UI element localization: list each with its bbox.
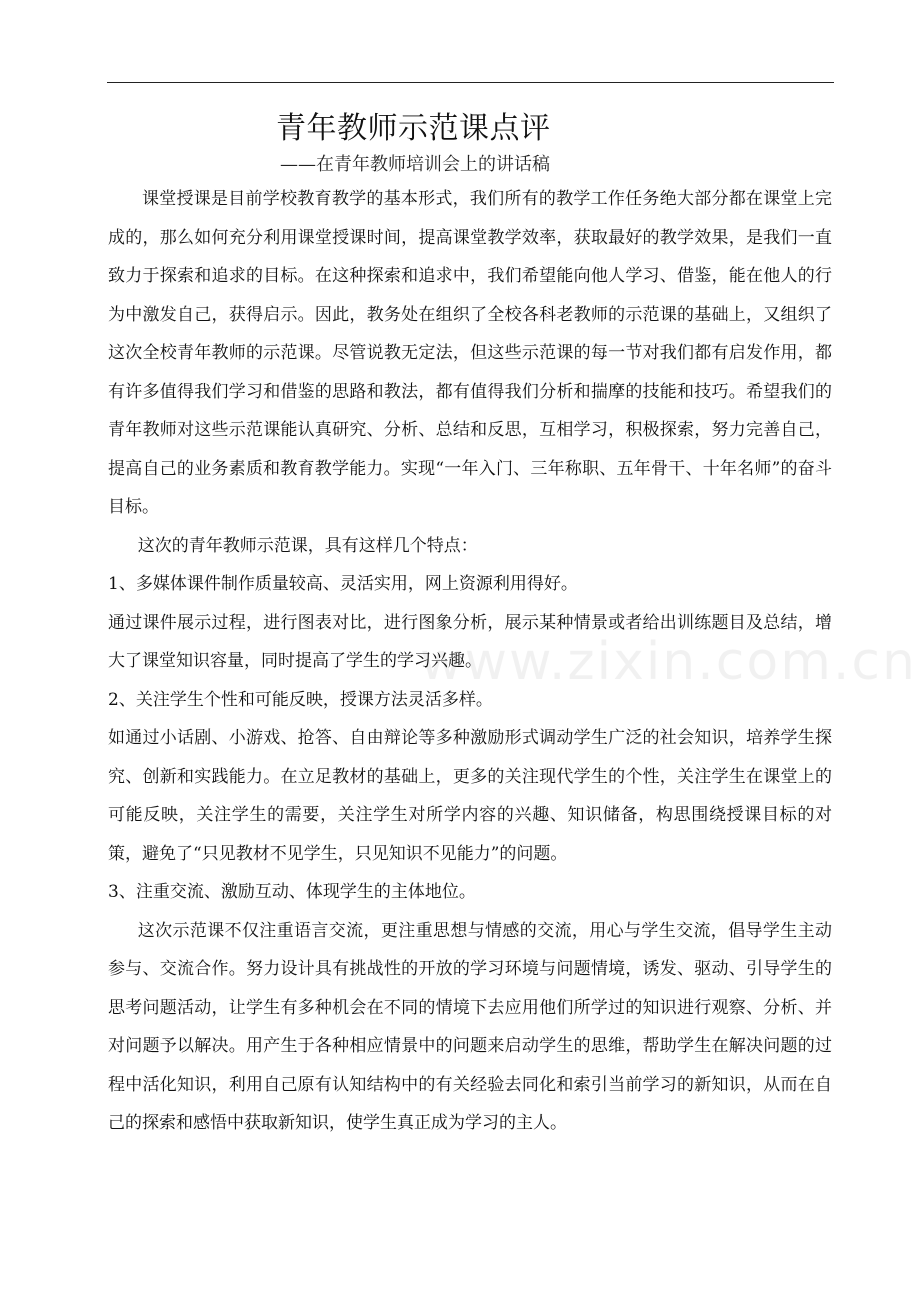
- document-body: [108, 108, 832, 1143]
- intro-paragraph: 课堂授课是目前学校教育教学的基本形式，我们所有的教学工作任务绝大部分都在课堂上完成的，那么如何充分利用课堂授课时间，提高课堂教学效率，获取最好的教学效果，是我们一直致力于探索和追求的目标。在这种探索和追求中，我们希望能向他人学习、借鉴，能在他人的行为中激发自己，获得启示。因此，教务处在组织了全校各科老教师的示范课的基础上，又组织了这次全校青年教师的示范课。尽管说教无定法，但这些示范课的每一节对我们都有启发作用，都有许多值得我们学习和借鉴的思路和教法，都有值得我们分析和揣摩的技能和技巧。希望我们的青年教师对这些示范课能认真研究、分析、总结和反思，互相学习，积极探索，努力完善自己，提高自己的业务素质和教育教学能力。实现“一年入门、三年称职、五年骨干、十年名师”的奋斗目标。: [108, 189, 832, 517]
- point-2-body: 如通过小话剧、小游戏、抢答、自由辩论等多种激励形式调动学生广泛的社会知识，培养学生探究、创新和实践能力。在立足教材的基础上，更多的关注现代学生的个性，关注学生在课堂上的可能反映，关注学生的需要，关注学生对所学内容的兴趣、知识储备，构思围绕授课目标的对策，避免了“只见教材不见学生，只见知识不见能力”的问题。: [108, 728, 832, 864]
- watermark: www.zixin.com.cn: [420, 632, 917, 692]
- point-1-heading: 1、多媒体课件制作质量较高、灵活实用，网上资源利用得好。: [108, 574, 578, 594]
- point-2-heading: 2、关注学生个性和可能反映，授课方法灵活多样。: [108, 689, 493, 710]
- header-rule: [107, 82, 834, 83]
- document-subtitle: ——在青年教师培训会上的讲话稿: [280, 154, 550, 175]
- point-3-body: 这次示范课不仅注重语言交流，更注重思想与情感的交流，用心与学生交流，倡导学生主动参与、交流合作。努力设计具有挑战性的开放的学习环境与问题情境，诱发、驱动、引导学生的思考问题活动，让学生有多种机会在不同的情境下去应用他们所学过的知识进行观察、分析、并对问题予以解决。用产生于各种相应情景中的问题来启动学生的思维，帮助学生在解决问题的过程中活化知识，利用自己原有认知结构中的有关经验去同化和索引当前学习的新知识，从而在自己的探索和感悟中获取新知识，使学生真正成为学习的主人。: [108, 920, 832, 1133]
- point-1-body: 通过课件展示过程，进行图表对比，进行图象分析，展示某种情景或者给出训练题目及总结，增大了课堂知识容量，同时提高了学生的学习兴趣。: [108, 612, 832, 671]
- point-3-heading: 3、注重交流、激励互动、体现学生的主体地位。: [108, 882, 476, 902]
- document-title: 青年教师示范课点评: [276, 111, 551, 146]
- features-intro: 这次的青年教师示范课，具有这样几个特点：: [137, 535, 478, 556]
